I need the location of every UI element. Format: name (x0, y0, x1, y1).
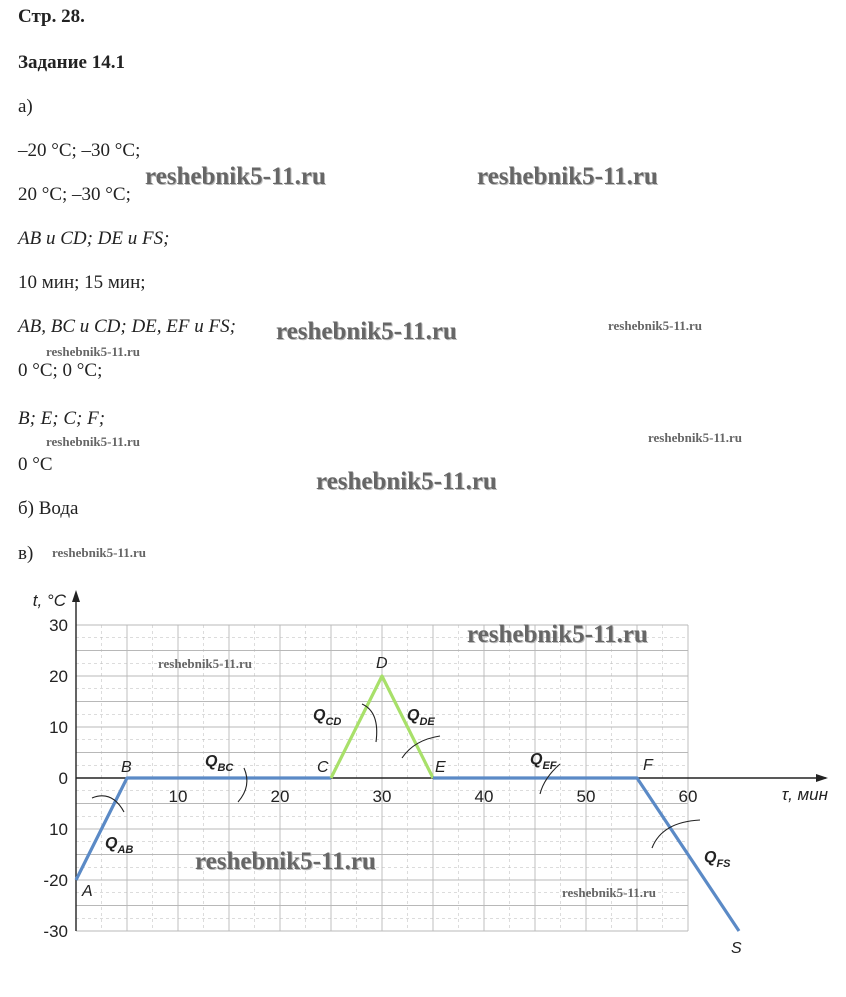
x-tick-label: 20 (270, 787, 290, 806)
point-label: F (643, 757, 653, 774)
answer-line-8: 0 °С (18, 454, 53, 475)
watermark: reshebnik5-11.ru (477, 163, 658, 190)
temperature-time-chart (0, 580, 846, 997)
watermark: reshebnik5-11.ru (316, 468, 497, 495)
y-tick-label: 20 (49, 667, 68, 686)
x-tick-label: 60 (678, 787, 698, 806)
x-axis-label: τ, мин (781, 785, 828, 804)
y-tick-label: -20 (43, 871, 68, 890)
watermark: reshebnik5-11.ru (467, 621, 648, 648)
point-label: E (435, 759, 446, 776)
y-tick-label: 0 (58, 769, 68, 788)
watermark: reshebnik5-11.ru (562, 885, 657, 900)
heat-label: $Q_{FS}$ (704, 849, 731, 870)
heat-arrow (238, 768, 247, 802)
watermark: reshebnik5-11.ru (46, 434, 141, 449)
y-axis-arrow (72, 590, 80, 602)
x-tick-label: 10 (168, 787, 188, 806)
point-label: C (317, 759, 329, 776)
part-c-label: в) (18, 543, 34, 564)
y-axis-label: t, °С (32, 591, 66, 610)
heat-label: $Q_{CD}$ (313, 707, 342, 728)
answer-line-4: 10 мин; 15 мин; (18, 272, 146, 293)
heat-label: $Q_{EF}$ (530, 751, 557, 772)
answer-line-2: 20 °С; –30 °С; (18, 184, 131, 205)
watermark: reshebnik5-11.ru (145, 163, 326, 190)
watermark: reshebnik5-11.ru (52, 545, 147, 560)
watermark: reshebnik5-11.ru (648, 430, 743, 445)
watermark: reshebnik5-11.ru (46, 344, 141, 359)
part-b-answer: б) Вода (18, 498, 79, 519)
watermark: reshebnik5-11.ru (276, 318, 457, 345)
x-tick-label: 40 (474, 787, 494, 806)
watermark: reshebnik5-11.ru (195, 848, 376, 875)
answer-line-5: AB, BC и CD; DE, EF и FS; (18, 316, 236, 337)
part-a-label: а) (18, 96, 33, 117)
answer-line-3: AB и CD; DE и FS; (18, 228, 170, 249)
watermark: reshebnik5-11.ru (158, 656, 253, 671)
answer-line-7: B; E; C; F; (18, 408, 106, 429)
point-label: D (376, 655, 388, 672)
y-tick-label: 30 (49, 616, 68, 635)
watermark: reshebnik5-11.ru (608, 318, 703, 333)
x-tick-label: 50 (576, 787, 596, 806)
x-tick-label: 30 (372, 787, 392, 806)
y-tick-label: 10 (49, 718, 68, 737)
point-label: B (121, 759, 132, 776)
answer-line-1: –20 °С; –30 °С; (18, 140, 141, 161)
y-tick-label: 10 (49, 820, 68, 839)
x-axis-arrow (816, 774, 828, 782)
task-title: Задание 14.1 (18, 52, 125, 73)
heat-label: $Q_{BC}$ (205, 753, 234, 774)
y-tick-label: -30 (43, 922, 68, 941)
heat-label: $Q_{DE}$ (407, 707, 435, 728)
heat-label: $Q_{AB}$ (105, 835, 134, 856)
point-label: S (731, 940, 742, 957)
answer-line-6: 0 °С; 0 °С; (18, 360, 103, 381)
page-title: Стр. 28. (18, 6, 85, 27)
point-label: A (82, 883, 93, 900)
